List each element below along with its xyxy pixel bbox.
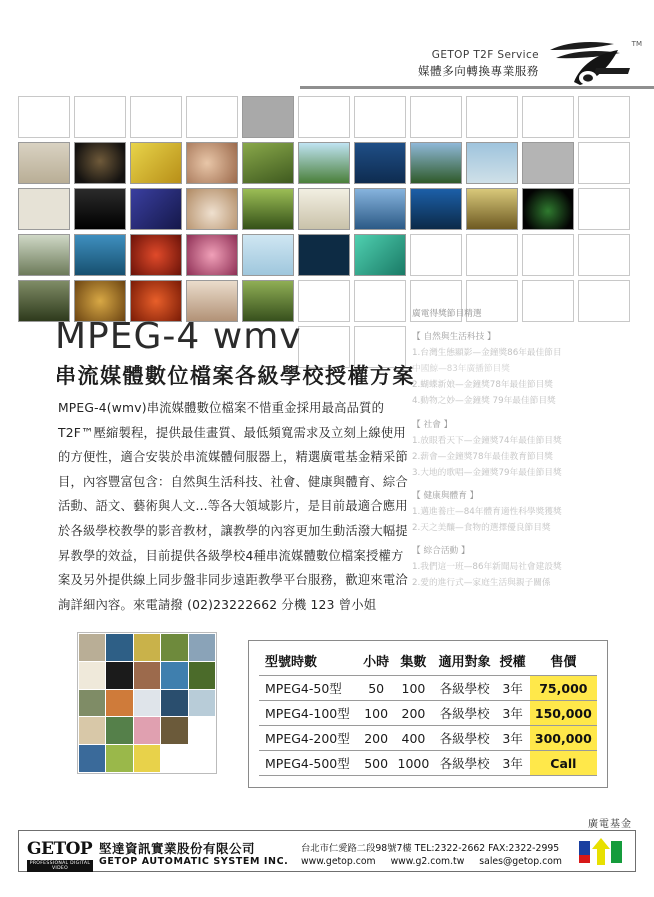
mosaic-tile	[106, 662, 132, 689]
col-header-price: 售價	[550, 655, 577, 670]
cell-price: 75,000	[530, 676, 597, 701]
page-header	[0, 0, 654, 92]
title-main-text: MPEG-4 wmv	[55, 316, 302, 357]
email-link[interactable]: sales@getop.com	[479, 856, 562, 867]
cell-price: 150,000	[530, 701, 597, 726]
thumbnail-cell	[410, 142, 462, 184]
thumbnail-cell	[410, 188, 462, 230]
thumbnail-cell	[130, 234, 182, 276]
col-header-model: 型號時數	[265, 655, 318, 670]
mosaic-tile	[161, 662, 187, 689]
thumbnail-cell	[522, 96, 574, 138]
thumbnail-cell	[354, 142, 406, 184]
thumbnail-cell	[18, 96, 70, 138]
thumbnail-cell	[410, 96, 462, 138]
thumbnail-cell	[18, 188, 70, 230]
thumbnail-cell	[74, 234, 126, 276]
award-item: 3.大地的歌唱—金鐘獎79年最佳節目獎	[412, 467, 562, 478]
getop-wordmark: GETOP	[27, 839, 93, 859]
getop-tagline: PROFESSIONAL DIGITAL VIDEO	[27, 860, 93, 872]
mosaic-tile	[106, 745, 132, 772]
mosaic-tile	[189, 690, 215, 717]
thumbnail-cell	[18, 142, 70, 184]
cell-hours: 200	[359, 726, 393, 751]
col-header-hours: 小時	[363, 655, 390, 670]
table-row	[259, 676, 597, 701]
award-item: 1.邁進養庄—84年體育適性科學獎獲獎	[412, 507, 562, 518]
trademark-label: TM	[631, 40, 642, 48]
cell-episodes: 100	[393, 676, 433, 701]
mosaic-tile	[79, 634, 105, 661]
website-link-1[interactable]: www.getop.com	[301, 856, 376, 867]
mosaic-tile	[189, 745, 215, 772]
website-link-2[interactable]: www.g2.com.tw	[390, 856, 465, 867]
thumbnail-cell	[74, 188, 126, 230]
thumbnail-cell	[186, 234, 238, 276]
mosaic-tile	[161, 745, 187, 772]
mosaic-tile	[134, 717, 160, 744]
thumbnail-cell	[410, 234, 462, 276]
award-group-title: 【 社會 】	[412, 419, 453, 430]
thumbnail-cell	[578, 142, 630, 184]
thumbnail-cell	[466, 142, 518, 184]
cell-target: 各級學校	[434, 676, 496, 701]
thumbnail-cell	[354, 234, 406, 276]
company-contact-links	[301, 856, 574, 867]
thumbnail-cell	[466, 188, 518, 230]
award-item: 1.放眼看天下—金鐘獎74年最佳節目獎	[412, 435, 562, 446]
foundation-logo-icon	[577, 835, 625, 869]
mosaic-tile	[189, 662, 215, 689]
table-row	[259, 751, 597, 776]
thumbnail-cell	[466, 234, 518, 276]
mosaic-tile	[189, 634, 215, 661]
mosaic-tile	[79, 690, 105, 717]
cell-hours: 100	[359, 701, 393, 726]
award-group-title: 【 自然與生活科技 】	[412, 332, 496, 343]
mosaic-tile	[161, 717, 187, 744]
cell-hours: 50	[359, 676, 393, 701]
mosaic-tile	[189, 717, 215, 744]
thumbnail-cell	[242, 188, 294, 230]
description-body	[58, 396, 410, 617]
cell-episodes: 400	[393, 726, 433, 751]
thumbnail-cell	[130, 188, 182, 230]
thumbnail-cell	[298, 142, 350, 184]
thumbnail-row	[18, 234, 636, 276]
thumbnail-cell	[298, 96, 350, 138]
thumbnail-cell	[186, 142, 238, 184]
cell-model: MPEG4-500型	[259, 751, 359, 776]
mosaic-tile	[161, 634, 187, 661]
service-cn-label: 媒體多向轉換專業服務	[418, 64, 539, 79]
mosaic-tile	[106, 634, 132, 661]
thumbnail-cell	[578, 96, 630, 138]
thumbnail-cell	[74, 142, 126, 184]
mosaic-tile	[134, 662, 160, 689]
getop-logo	[27, 839, 93, 872]
mosaic-tile	[79, 717, 105, 744]
title-sub-text: 串流媒體數位檔案各級學校授權方案	[55, 363, 415, 388]
page-title	[55, 318, 415, 390]
cell-license: 3年	[496, 701, 530, 726]
description-paragraph: MPEG-4(wmv)串流媒體數位檔案不惜重金採用最高品質的 T2F™壓縮製程，提供最佳畫質、最低頻寬需求及立刻上線使用的方便性，適合安裝於串流媒體伺服器上，精選廣電基金精采節目，內容豐富包含：自然與生活科技、社會、健康與體育、綜合活動、語文、藝術與人文...等各大領域影片，是目前最適合應用於各級學校教學的影音教材，讓教學的內容更加生動活潑大幅提昇教學的效益，目前提供各級學校4種串流媒體數位檔案授權方案及另外提供線上同步盤非同步遠距教學平台服務，歡迎來電洽詢詳細內容。來電請撥 (02)23222662 分機 123 曾小姐	[58, 401, 408, 612]
award-list	[412, 306, 640, 592]
thumbnail-row	[18, 188, 636, 230]
col-header-episodes: 集數	[400, 655, 427, 670]
mosaic-tile	[134, 690, 160, 717]
col-header-target: 適用對象	[438, 655, 491, 670]
award-item: 1.我們這一班—86年新聞局社會建設獎	[412, 562, 562, 573]
thumbnail-cell	[186, 188, 238, 230]
pricing-table	[259, 649, 597, 776]
thumbnail-cell	[242, 96, 294, 138]
pricing-table-panel	[248, 640, 608, 788]
award-item: 中國鯨—83年廣播節目獎	[412, 364, 510, 375]
mosaic-tile	[134, 634, 160, 661]
company-name-cn: 堅達資訊實業股份有限公司	[99, 841, 256, 856]
cell-target: 各級學校	[434, 701, 496, 726]
thumbnail-cell	[354, 280, 406, 322]
thumbnail-mosaic	[77, 632, 217, 774]
cell-hours: 500	[359, 751, 393, 776]
cell-model: MPEG4-200型	[259, 726, 359, 751]
footer-bar	[18, 830, 636, 872]
thumbnail-cell	[298, 234, 350, 276]
company-name-en: GETOP AUTOMATIC SYSTEM INC.	[99, 856, 289, 867]
table-row	[259, 701, 597, 726]
cell-episodes: 200	[393, 701, 433, 726]
thumbnail-cell	[522, 234, 574, 276]
mosaic-tile	[79, 745, 105, 772]
col-header-license: 授權	[499, 655, 526, 670]
cell-model: MPEG4-100型	[259, 701, 359, 726]
thumbnail-cell	[354, 96, 406, 138]
award-item: 1.台灣生態顯影—金鐘獎86年最佳節目	[412, 348, 562, 359]
thumbnail-cell	[186, 96, 238, 138]
mosaic-tile	[106, 690, 132, 717]
thumbnail-cell	[130, 142, 182, 184]
award-group-title: 【 綜合活動 】	[412, 546, 470, 557]
thumbnail-cell	[18, 234, 70, 276]
cell-model: MPEG4-50型	[259, 676, 359, 701]
t2f-logo-icon	[544, 38, 636, 88]
thumbnail-row	[18, 96, 636, 138]
mosaic-tile	[161, 690, 187, 717]
cell-price: 300,000	[530, 726, 597, 751]
cell-license: 3年	[496, 751, 530, 776]
award-item: 2.天之美釀—食物的選擇優良節目獎	[412, 523, 551, 534]
table-header-row	[259, 649, 597, 676]
thumbnail-cell	[74, 96, 126, 138]
thumbnail-cell	[522, 142, 574, 184]
mosaic-tile	[106, 717, 132, 744]
award-item: 2.愛的進行式—家庭生活與親子關係	[412, 578, 551, 589]
thumbnail-cell	[578, 234, 630, 276]
thumbnail-cell	[578, 188, 630, 230]
cell-price: Call	[530, 751, 597, 776]
award-item: 2.蝴蝶新娘—金鐘獎78年最佳節目獎	[412, 380, 553, 391]
thumbnail-cell	[242, 234, 294, 276]
mosaic-tile	[79, 662, 105, 689]
thumbnail-cell	[298, 280, 350, 322]
award-item: 4.動物之妙—金鐘獎 79年最佳節目獎	[412, 396, 556, 407]
cell-target: 各級學校	[434, 726, 496, 751]
thumbnail-cell	[354, 188, 406, 230]
thumbnail-row	[18, 142, 636, 184]
award-group-title: 【 健康與體育 】	[412, 490, 479, 501]
thumbnail-cell	[298, 188, 350, 230]
mosaic-tile	[134, 745, 160, 772]
award-item: 2.薪會—金鐘獎78年最佳教育節目獎	[412, 451, 553, 462]
thumbnail-cell	[466, 96, 518, 138]
cell-episodes: 1000	[393, 751, 433, 776]
service-en-label: GETOP T2F Service	[431, 49, 539, 61]
company-address: 台北市仁愛路二段98號7樓 TEL:2322-2662 FAX:2322-2995	[301, 843, 560, 854]
thumbnail-cell	[522, 188, 574, 230]
thumbnail-cell	[130, 96, 182, 138]
foundation-label: 廣電基金	[588, 819, 632, 830]
cell-license: 3年	[496, 676, 530, 701]
cell-license: 3年	[496, 726, 530, 751]
thumbnail-cell	[242, 142, 294, 184]
cell-target: 各級學校	[434, 751, 496, 776]
header-service-text	[418, 48, 539, 80]
table-row	[259, 726, 597, 751]
award-list-heading: 廣電得獎節目精選	[412, 309, 482, 319]
